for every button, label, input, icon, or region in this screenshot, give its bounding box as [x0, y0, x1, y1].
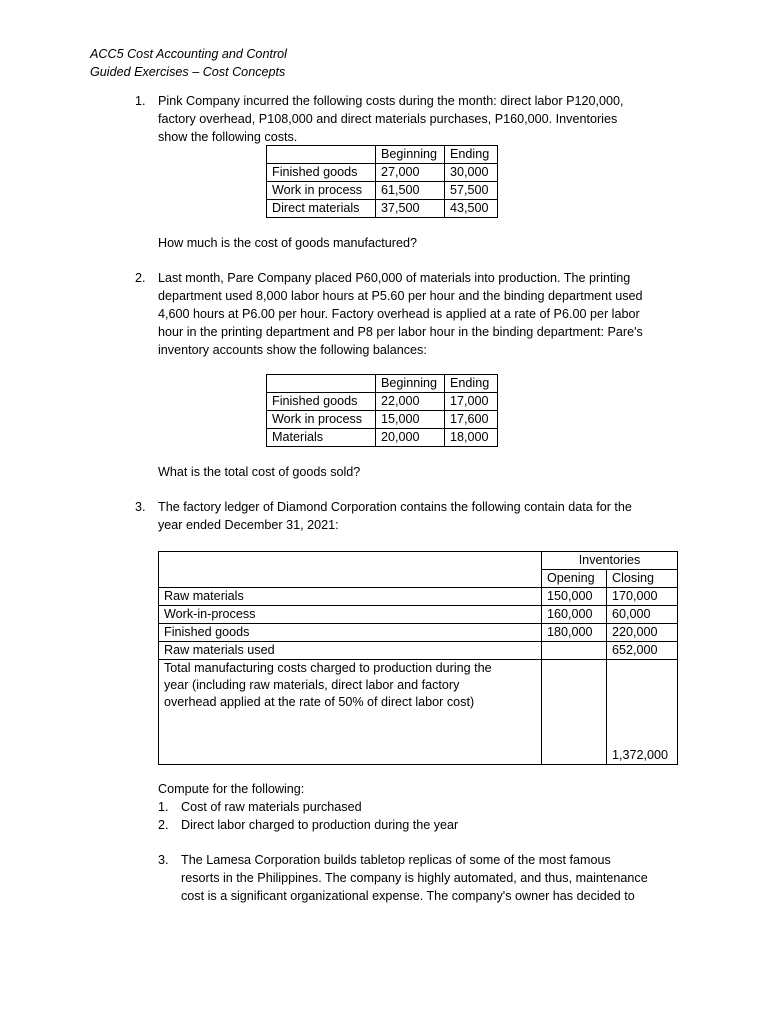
q4-line-2: resorts in the Philippines. The company is highly automated, and thus, maintenance: [181, 871, 648, 885]
table-header-row: [267, 375, 498, 393]
compute-item-1-text: Cost of raw materials purchased: [181, 800, 362, 814]
table-row: [159, 606, 678, 624]
q4-number: 3.: [158, 853, 169, 867]
table-header-row: [159, 552, 678, 570]
table-row: [159, 642, 678, 660]
table-row: [267, 182, 498, 200]
table-cell: [159, 660, 542, 765]
compute-item-2-number: 2.: [158, 818, 169, 832]
table-cell: 150,000: [542, 588, 607, 606]
q3-line-2: year ended December 31, 2021:: [158, 518, 339, 532]
table-cell: 17,600: [445, 411, 498, 429]
table-cell: Finished goods: [159, 624, 542, 642]
table-cell: Raw materials: [159, 588, 542, 606]
closing-header: Closing: [607, 570, 678, 588]
table-cell: Finished goods: [267, 164, 376, 182]
q1-line-3: show the following costs.: [158, 130, 298, 144]
q2-line-4: hour in the printing department and P8 per labor hour in the binding department: Pare's: [158, 325, 643, 339]
table-cell: 170,000: [607, 588, 678, 606]
total-costs-line-2: year (including raw materials, direct labor and factory: [164, 678, 460, 692]
total-costs-value: 1,372,000: [607, 660, 678, 765]
table-cell: 160,000: [542, 606, 607, 624]
compute-heading: Compute for the following:: [158, 782, 305, 796]
table-header-beginning: Beginning: [376, 375, 445, 393]
table-cell: Work in process: [267, 182, 376, 200]
table-row: [159, 624, 678, 642]
table-cell: 61,500: [376, 182, 445, 200]
table-cell: 220,000: [607, 624, 678, 642]
table-cell: Raw materials used: [159, 642, 542, 660]
table-row: [267, 429, 498, 447]
compute-item-2-text: Direct labor charged to production during the year: [181, 818, 459, 832]
table-cell: Work-in-process: [159, 606, 542, 624]
table-cell: Work in process: [267, 411, 376, 429]
table-row: [267, 411, 498, 429]
q3-number: 3.: [135, 500, 146, 514]
q2-number: 2.: [135, 271, 146, 285]
table-cell: Finished goods: [267, 393, 376, 411]
q2-line-1: Last month, Pare Company placed P60,000 of materials into production. The printing: [158, 271, 631, 285]
total-costs-line-1: Total manufacturing costs charged to production during the: [164, 661, 492, 675]
table-cell: 43,500: [445, 200, 498, 218]
table-cell: 652,000: [607, 642, 678, 660]
table-cell: 17,000: [445, 393, 498, 411]
total-costs-line-3: overhead applied at the rate of 50% of direct labor cost): [164, 695, 475, 709]
table-cell: [267, 375, 376, 393]
table-cell: 22,000: [376, 393, 445, 411]
table-cell: [542, 642, 607, 660]
q2-line-5: inventory accounts show the following balances:: [158, 343, 427, 357]
q2-line-3: 4,600 hours at P6.00 per hour. Factory overhead is applied at a rate of P6.00 per labor: [158, 307, 640, 321]
table-cell: 60,000: [607, 606, 678, 624]
table-header-ending: Ending: [445, 146, 498, 164]
q1-line-1: Pink Company incurred the following costs during the month: direct labor P120,000,: [158, 94, 624, 108]
table-cell: 20,000: [376, 429, 445, 447]
course-title: ACC5 Cost Accounting and Control: [90, 47, 287, 61]
q3-line-1: The factory ledger of Diamond Corporation contains the following contain data for the: [158, 500, 632, 514]
table-row: [159, 660, 678, 765]
table-cell: 37,500: [376, 200, 445, 218]
table-header-ending: Ending: [445, 375, 498, 393]
table-header-row: [267, 146, 498, 164]
table-row: [267, 393, 498, 411]
q2-question: What is the total cost of goods sold?: [158, 465, 361, 479]
q4-line-1: The Lamesa Corporation builds tabletop replicas of some of the most famous: [181, 853, 611, 867]
q2-line-2: department used 8,000 labor hours at P5.60 per hour and the binding department used: [158, 289, 643, 303]
table-cell: 57,500: [445, 182, 498, 200]
table-row: [267, 164, 498, 182]
table-row: [159, 588, 678, 606]
q1-number: 1.: [135, 94, 146, 108]
q3-ledger-table: [158, 551, 678, 765]
q4-line-3: cost is a significant organizational expense. The company's owner has decided to: [181, 889, 635, 903]
exercise-subtitle: Guided Exercises – Cost Concepts: [90, 65, 286, 79]
table-cell: [542, 660, 607, 765]
table-header-beginning: Beginning: [376, 146, 445, 164]
table-cell: 30,000: [445, 164, 498, 182]
q1-question: How much is the cost of goods manufactured?: [158, 236, 418, 250]
inventories-header: Inventories: [542, 552, 678, 570]
table-cell: 18,000: [445, 429, 498, 447]
table-cell: 15,000: [376, 411, 445, 429]
table-cell: Materials: [267, 429, 376, 447]
q2-inventory-table: [266, 374, 498, 447]
table-cell: 180,000: [542, 624, 607, 642]
table-cell: [267, 146, 376, 164]
table-row: [267, 200, 498, 218]
q1-line-2: factory overhead, P108,000 and direct materials purchases, P160,000. Inventories: [158, 112, 618, 126]
table-cell: [159, 552, 542, 588]
table-cell: Direct materials: [267, 200, 376, 218]
compute-item-1-number: 1.: [158, 800, 169, 814]
q1-inventory-table: [266, 145, 498, 218]
table-cell: 27,000: [376, 164, 445, 182]
opening-header: Opening: [542, 570, 607, 588]
